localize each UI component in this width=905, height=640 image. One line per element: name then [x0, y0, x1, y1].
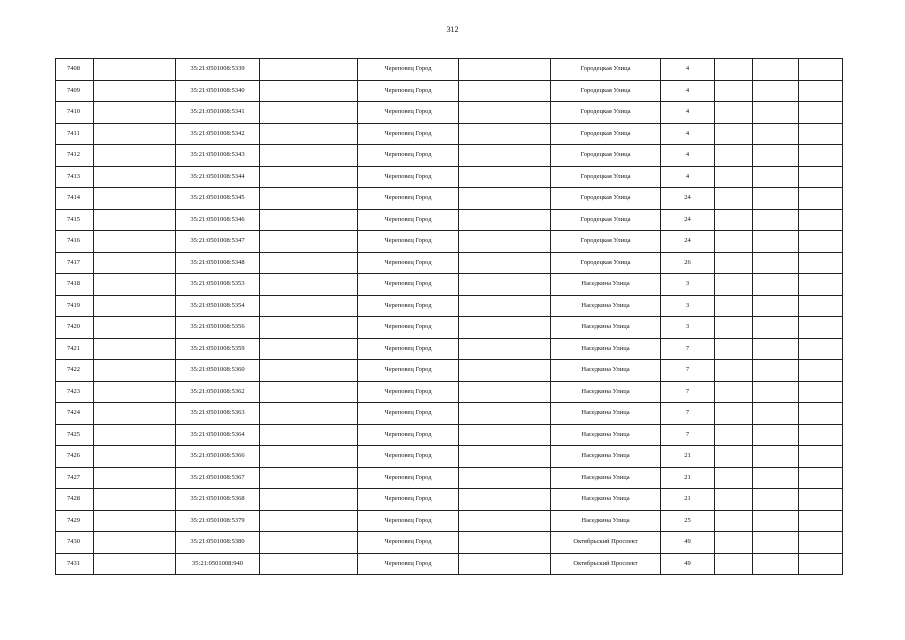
cadastral-number-cell: 35:21:0501008:5341: [176, 102, 260, 124]
cadastral-number-cell: 35:21:0501008:5354: [176, 295, 260, 317]
empty-cell: [94, 553, 176, 575]
empty-cell: [753, 403, 799, 425]
house-number-cell: 24: [661, 209, 715, 231]
table-body: [56, 59, 843, 575]
cadastral-number-cell: 35:21:0501008:5347: [176, 231, 260, 253]
house-number-cell: 24: [661, 188, 715, 210]
empty-cell: [459, 188, 551, 210]
row-number-cell: 7425: [56, 424, 94, 446]
empty-cell: [260, 209, 358, 231]
empty-cell: [260, 145, 358, 167]
empty-cell: [94, 59, 176, 81]
house-number-cell: 4: [661, 102, 715, 124]
house-number-cell: 49: [661, 532, 715, 554]
cadastral-number-cell: 35:21:0501008:5380: [176, 532, 260, 554]
table-row: [56, 489, 843, 511]
cadastral-number-cell: 35:21:0501008:5339: [176, 59, 260, 81]
empty-cell: [753, 252, 799, 274]
cadastral-number-cell: 35:21:0501008:5362: [176, 381, 260, 403]
empty-cell: [715, 446, 753, 468]
empty-cell: [260, 489, 358, 511]
street-cell: Наседкина Улица: [551, 338, 661, 360]
table-row: [56, 166, 843, 188]
empty-cell: [799, 123, 843, 145]
empty-cell: [94, 252, 176, 274]
empty-cell: [94, 145, 176, 167]
empty-cell: [459, 338, 551, 360]
city-cell: Череповец Город: [358, 231, 459, 253]
street-cell: Городецкая Улица: [551, 231, 661, 253]
cadastral-number-cell: 35:21:0501008:5348: [176, 252, 260, 274]
empty-cell: [94, 80, 176, 102]
empty-cell: [753, 467, 799, 489]
table-row: [56, 360, 843, 382]
empty-cell: [459, 360, 551, 382]
empty-cell: [459, 166, 551, 188]
cadastral-number-cell: 35:21:0501008:5379: [176, 510, 260, 532]
cadastral-number-cell: 35:21:0501008:5356: [176, 317, 260, 339]
empty-cell: [459, 274, 551, 296]
empty-cell: [799, 338, 843, 360]
empty-cell: [715, 424, 753, 446]
empty-cell: [94, 489, 176, 511]
street-cell: Городецкая Улица: [551, 252, 661, 274]
row-number-cell: 7420: [56, 317, 94, 339]
empty-cell: [753, 338, 799, 360]
row-number-cell: 7415: [56, 209, 94, 231]
table-row: [56, 145, 843, 167]
row-number-cell: 7424: [56, 403, 94, 425]
street-cell: Наседкина Улица: [551, 403, 661, 425]
empty-cell: [799, 209, 843, 231]
cadastral-number-cell: 35:21:0501008:5346: [176, 209, 260, 231]
empty-cell: [459, 295, 551, 317]
city-cell: Череповец Город: [358, 381, 459, 403]
empty-cell: [459, 123, 551, 145]
empty-cell: [715, 317, 753, 339]
empty-cell: [753, 317, 799, 339]
empty-cell: [260, 532, 358, 554]
street-cell: Наседкина Улица: [551, 446, 661, 468]
empty-cell: [260, 166, 358, 188]
empty-cell: [715, 381, 753, 403]
empty-cell: [94, 274, 176, 296]
street-cell: Наседкина Улица: [551, 510, 661, 532]
empty-cell: [799, 80, 843, 102]
city-cell: Череповец Город: [358, 166, 459, 188]
city-cell: Череповец Город: [358, 489, 459, 511]
street-cell: Наседкина Улица: [551, 489, 661, 511]
empty-cell: [94, 532, 176, 554]
city-cell: Череповец Город: [358, 467, 459, 489]
cadastral-number-cell: 35:21:0501008:5368: [176, 489, 260, 511]
empty-cell: [753, 231, 799, 253]
empty-cell: [799, 231, 843, 253]
row-number-cell: 7417: [56, 252, 94, 274]
empty-cell: [94, 467, 176, 489]
page-number: 312: [446, 25, 459, 34]
empty-cell: [799, 489, 843, 511]
row-number-cell: 7410: [56, 102, 94, 124]
cadastral-number-cell: 35:21:0501008:5364: [176, 424, 260, 446]
city-cell: Череповец Город: [358, 553, 459, 575]
empty-cell: [94, 403, 176, 425]
empty-cell: [459, 231, 551, 253]
empty-cell: [260, 467, 358, 489]
empty-cell: [753, 80, 799, 102]
city-cell: Череповец Город: [358, 360, 459, 382]
cadastral-number-cell: 35:21:0501008:5353: [176, 274, 260, 296]
empty-cell: [799, 252, 843, 274]
empty-cell: [753, 532, 799, 554]
empty-cell: [753, 446, 799, 468]
empty-cell: [260, 338, 358, 360]
empty-cell: [94, 231, 176, 253]
empty-cell: [753, 553, 799, 575]
house-number-cell: 21: [661, 446, 715, 468]
city-cell: Череповец Город: [358, 446, 459, 468]
house-number-cell: 4: [661, 166, 715, 188]
cadastral-number-cell: 35:21:0501008:5366: [176, 446, 260, 468]
empty-cell: [715, 188, 753, 210]
city-cell: Череповец Город: [358, 424, 459, 446]
empty-cell: [260, 553, 358, 575]
street-cell: Наседкина Улица: [551, 467, 661, 489]
empty-cell: [715, 209, 753, 231]
table-row: [56, 381, 843, 403]
cadastral-number-cell: 35:21:0501008:5342: [176, 123, 260, 145]
empty-cell: [94, 338, 176, 360]
city-cell: Череповец Город: [358, 338, 459, 360]
row-number-cell: 7430: [56, 532, 94, 554]
table-row: [56, 424, 843, 446]
registry-table: [55, 58, 843, 575]
street-cell: Наседкина Улица: [551, 360, 661, 382]
empty-cell: [753, 360, 799, 382]
empty-cell: [715, 338, 753, 360]
empty-cell: [715, 123, 753, 145]
empty-cell: [459, 510, 551, 532]
street-cell: Городецкая Улица: [551, 166, 661, 188]
empty-cell: [799, 381, 843, 403]
empty-cell: [94, 360, 176, 382]
row-number-cell: 7431: [56, 553, 94, 575]
empty-cell: [94, 209, 176, 231]
empty-cell: [753, 188, 799, 210]
row-number-cell: 7416: [56, 231, 94, 253]
empty-cell: [799, 317, 843, 339]
row-number-cell: 7421: [56, 338, 94, 360]
empty-cell: [715, 403, 753, 425]
empty-cell: [799, 403, 843, 425]
table-row: [56, 231, 843, 253]
empty-cell: [753, 274, 799, 296]
row-number-cell: 7414: [56, 188, 94, 210]
house-number-cell: 4: [661, 59, 715, 81]
house-number-cell: 24: [661, 231, 715, 253]
empty-cell: [94, 188, 176, 210]
row-number-cell: 7428: [56, 489, 94, 511]
house-number-cell: 26: [661, 252, 715, 274]
empty-cell: [459, 381, 551, 403]
house-number-cell: 4: [661, 145, 715, 167]
street-cell: Городецкая Улица: [551, 209, 661, 231]
house-number-cell: 49: [661, 553, 715, 575]
empty-cell: [260, 102, 358, 124]
table-row: [56, 532, 843, 554]
empty-cell: [715, 252, 753, 274]
city-cell: Череповец Город: [358, 532, 459, 554]
city-cell: Череповец Город: [358, 403, 459, 425]
street-cell: Наседкина Улица: [551, 381, 661, 403]
row-number-cell: 7408: [56, 59, 94, 81]
table-row: [56, 553, 843, 575]
empty-cell: [753, 489, 799, 511]
empty-cell: [260, 424, 358, 446]
empty-cell: [459, 252, 551, 274]
city-cell: Череповец Город: [358, 59, 459, 81]
street-cell: Наседкина Улица: [551, 317, 661, 339]
empty-cell: [94, 102, 176, 124]
empty-cell: [753, 102, 799, 124]
empty-cell: [260, 59, 358, 81]
empty-cell: [753, 295, 799, 317]
row-number-cell: 7426: [56, 446, 94, 468]
empty-cell: [459, 403, 551, 425]
empty-cell: [94, 317, 176, 339]
empty-cell: [799, 145, 843, 167]
empty-cell: [715, 80, 753, 102]
table-row: [56, 467, 843, 489]
empty-cell: [753, 166, 799, 188]
cadastral-number-cell: 35:21:0501008:5345: [176, 188, 260, 210]
city-cell: Череповец Город: [358, 295, 459, 317]
empty-cell: [260, 188, 358, 210]
street-cell: Городецкая Улица: [551, 102, 661, 124]
table-row: [56, 80, 843, 102]
empty-cell: [459, 467, 551, 489]
row-number-cell: 7413: [56, 166, 94, 188]
row-number-cell: 7427: [56, 467, 94, 489]
house-number-cell: 3: [661, 295, 715, 317]
street-cell: Наседкина Улица: [551, 274, 661, 296]
house-number-cell: 7: [661, 360, 715, 382]
empty-cell: [94, 123, 176, 145]
empty-cell: [715, 145, 753, 167]
empty-cell: [459, 80, 551, 102]
street-cell: Городецкая Улица: [551, 188, 661, 210]
table-row: [56, 59, 843, 81]
empty-cell: [715, 166, 753, 188]
table-row: [56, 188, 843, 210]
empty-cell: [799, 59, 843, 81]
empty-cell: [799, 360, 843, 382]
city-cell: Череповец Город: [358, 145, 459, 167]
empty-cell: [799, 188, 843, 210]
empty-cell: [459, 446, 551, 468]
street-cell: Октябрьский Проспект: [551, 553, 661, 575]
table-row: [56, 102, 843, 124]
cadastral-number-cell: 35:21:0501008:940: [176, 553, 260, 575]
empty-cell: [94, 446, 176, 468]
street-cell: Городецкая Улица: [551, 80, 661, 102]
city-cell: Череповец Город: [358, 317, 459, 339]
table-row: [56, 403, 843, 425]
cadastral-number-cell: 35:21:0501008:5344: [176, 166, 260, 188]
empty-cell: [94, 381, 176, 403]
table-row: [56, 209, 843, 231]
house-number-cell: 25: [661, 510, 715, 532]
empty-cell: [799, 532, 843, 554]
empty-cell: [799, 424, 843, 446]
empty-cell: [459, 102, 551, 124]
empty-cell: [94, 510, 176, 532]
empty-cell: [260, 510, 358, 532]
empty-cell: [753, 424, 799, 446]
city-cell: Череповец Город: [358, 252, 459, 274]
empty-cell: [260, 403, 358, 425]
empty-cell: [799, 467, 843, 489]
empty-cell: [799, 553, 843, 575]
empty-cell: [260, 123, 358, 145]
empty-cell: [715, 295, 753, 317]
empty-cell: [459, 59, 551, 81]
street-cell: Наседкина Улица: [551, 295, 661, 317]
empty-cell: [459, 424, 551, 446]
street-cell: Городецкая Улица: [551, 145, 661, 167]
empty-cell: [260, 360, 358, 382]
cadastral-number-cell: 35:21:0501008:5363: [176, 403, 260, 425]
street-cell: Городецкая Улица: [551, 59, 661, 81]
empty-cell: [459, 209, 551, 231]
empty-cell: [260, 231, 358, 253]
empty-cell: [715, 59, 753, 81]
empty-cell: [260, 381, 358, 403]
empty-cell: [260, 80, 358, 102]
empty-cell: [260, 446, 358, 468]
table-row: [56, 252, 843, 274]
empty-cell: [753, 381, 799, 403]
cadastral-number-cell: 35:21:0501008:5367: [176, 467, 260, 489]
empty-cell: [459, 489, 551, 511]
empty-cell: [459, 145, 551, 167]
house-number-cell: 7: [661, 381, 715, 403]
row-number-cell: 7412: [56, 145, 94, 167]
empty-cell: [715, 231, 753, 253]
table-row: [56, 338, 843, 360]
empty-cell: [715, 467, 753, 489]
house-number-cell: 21: [661, 489, 715, 511]
empty-cell: [753, 510, 799, 532]
empty-cell: [715, 532, 753, 554]
empty-cell: [799, 166, 843, 188]
row-number-cell: 7409: [56, 80, 94, 102]
city-cell: Череповец Город: [358, 123, 459, 145]
empty-cell: [715, 360, 753, 382]
empty-cell: [715, 102, 753, 124]
street-cell: Наседкина Улица: [551, 424, 661, 446]
empty-cell: [260, 317, 358, 339]
row-number-cell: 7429: [56, 510, 94, 532]
empty-cell: [753, 59, 799, 81]
city-cell: Череповец Город: [358, 274, 459, 296]
cadastral-number-cell: 35:21:0501008:5359: [176, 338, 260, 360]
city-cell: Череповец Город: [358, 102, 459, 124]
house-number-cell: 21: [661, 467, 715, 489]
empty-cell: [715, 489, 753, 511]
empty-cell: [459, 532, 551, 554]
row-number-cell: 7418: [56, 274, 94, 296]
table-row: [56, 510, 843, 532]
row-number-cell: 7411: [56, 123, 94, 145]
city-cell: Череповец Город: [358, 209, 459, 231]
empty-cell: [260, 274, 358, 296]
empty-cell: [753, 123, 799, 145]
house-number-cell: 3: [661, 274, 715, 296]
cadastral-number-cell: 35:21:0501008:5343: [176, 145, 260, 167]
row-number-cell: 7419: [56, 295, 94, 317]
cadastral-number-cell: 35:21:0501008:5340: [176, 80, 260, 102]
house-number-cell: 7: [661, 424, 715, 446]
empty-cell: [459, 553, 551, 575]
empty-cell: [260, 252, 358, 274]
empty-cell: [94, 424, 176, 446]
empty-cell: [799, 510, 843, 532]
empty-cell: [753, 209, 799, 231]
empty-cell: [459, 317, 551, 339]
empty-cell: [753, 145, 799, 167]
table-row: [56, 123, 843, 145]
house-number-cell: 7: [661, 403, 715, 425]
house-number-cell: 7: [661, 338, 715, 360]
empty-cell: [260, 295, 358, 317]
house-number-cell: 4: [661, 80, 715, 102]
row-number-cell: 7422: [56, 360, 94, 382]
city-cell: Череповец Город: [358, 80, 459, 102]
table-row: [56, 295, 843, 317]
empty-cell: [799, 102, 843, 124]
table-row: [56, 446, 843, 468]
table-row: [56, 274, 843, 296]
table-row: [56, 317, 843, 339]
row-number-cell: 7423: [56, 381, 94, 403]
city-cell: Череповец Город: [358, 188, 459, 210]
house-number-cell: 3: [661, 317, 715, 339]
empty-cell: [799, 446, 843, 468]
city-cell: Череповец Город: [358, 510, 459, 532]
street-cell: Октябрьский Проспект: [551, 532, 661, 554]
street-cell: Городецкая Улица: [551, 123, 661, 145]
house-number-cell: 4: [661, 123, 715, 145]
empty-cell: [799, 274, 843, 296]
empty-cell: [715, 510, 753, 532]
empty-cell: [94, 166, 176, 188]
cadastral-number-cell: 35:21:0501008:5360: [176, 360, 260, 382]
empty-cell: [94, 295, 176, 317]
empty-cell: [715, 553, 753, 575]
empty-cell: [799, 295, 843, 317]
empty-cell: [715, 274, 753, 296]
